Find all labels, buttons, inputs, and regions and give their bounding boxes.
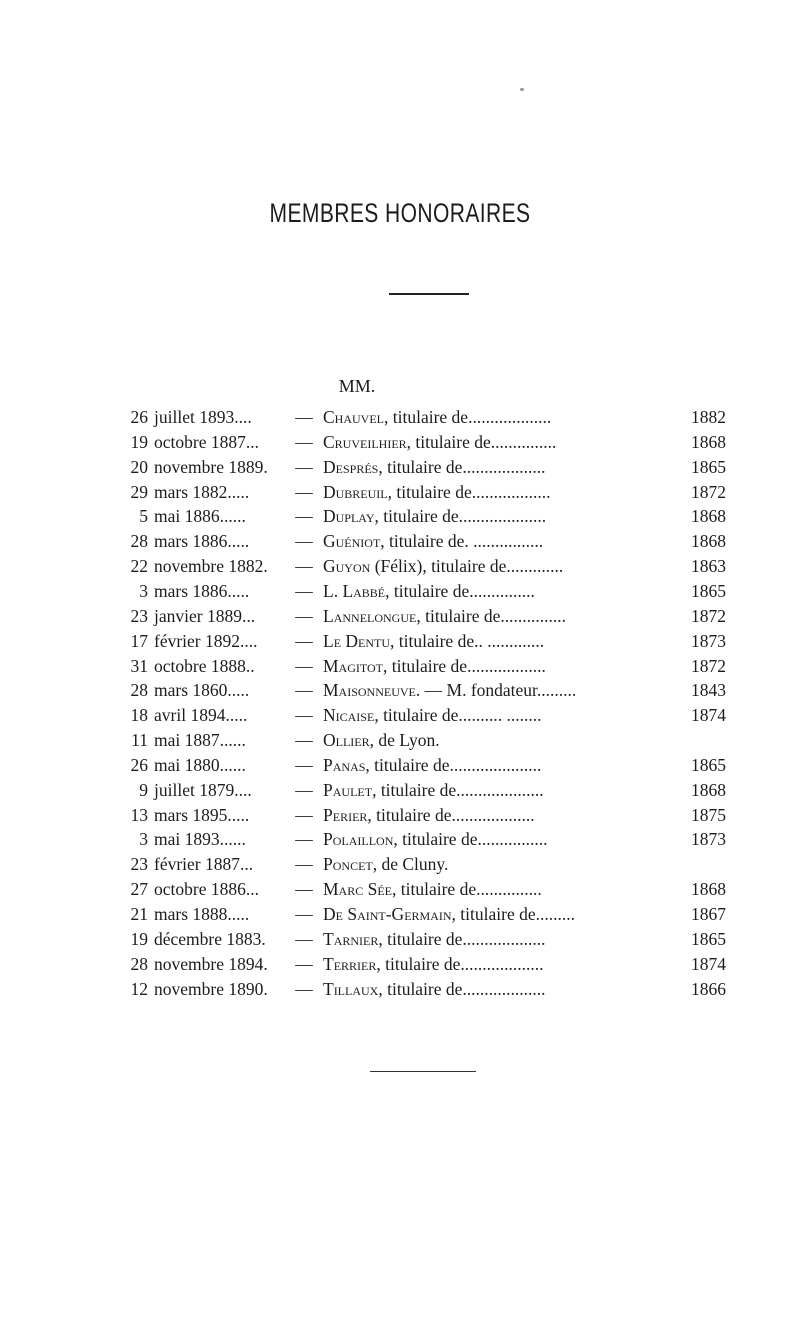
member-title: , titulaire de.. .............	[390, 630, 545, 651]
member-day: 28	[130, 680, 148, 701]
member-title: , titulaire de...................	[378, 456, 546, 477]
member-entry	[323, 703, 542, 728]
member-row	[0, 430, 800, 455]
member-title: , titulaire de..................	[387, 481, 551, 502]
member-date: mai 1893......	[154, 829, 246, 850]
member-day: 20	[130, 456, 148, 477]
end-rule	[370, 1071, 476, 1072]
member-year: 1865	[691, 754, 726, 775]
member-year: 1843	[691, 680, 726, 701]
member-dash: —	[295, 556, 313, 577]
member-date: janvier 1889...	[154, 605, 256, 626]
member-entry	[323, 455, 546, 480]
member-entry	[323, 952, 544, 977]
member-entry	[323, 430, 556, 455]
member-row	[0, 504, 800, 529]
member-row	[0, 728, 800, 753]
member-name: Guéniot	[323, 531, 381, 552]
member-row	[0, 778, 800, 803]
member-title: (Félix), titulaire de.............	[370, 556, 564, 577]
member-year: 1866	[691, 978, 726, 999]
member-day: 27	[130, 879, 148, 900]
member-entry	[323, 529, 543, 554]
member-row	[0, 480, 800, 505]
member-title: , de Lyon.	[369, 730, 440, 751]
member-name: Després	[323, 456, 379, 477]
member-name: Lannelongue	[323, 605, 417, 626]
member-name: Cruveilhier	[323, 431, 407, 452]
member-date: mai 1887......	[154, 730, 246, 751]
member-day: 3	[139, 829, 148, 850]
member-row	[0, 977, 800, 1002]
member-entry	[323, 579, 535, 604]
member-row	[0, 877, 800, 902]
member-dash: —	[295, 580, 313, 601]
member-year: 1868	[691, 506, 726, 527]
member-day: 28	[130, 953, 148, 974]
member-date: octobre 1888..	[154, 655, 255, 676]
member-day: 26	[130, 754, 148, 775]
member-date: novembre 1882.	[154, 556, 268, 577]
member-day: 23	[130, 854, 148, 875]
member-date: février 1892....	[154, 630, 258, 651]
member-name: Terrier	[323, 953, 377, 974]
member-title: . — M. fondateur.........	[415, 680, 577, 701]
member-day: 3	[139, 580, 148, 601]
member-date: mars 1882.....	[154, 481, 250, 502]
member-entry	[323, 629, 544, 654]
member-title: , titulaire de. ................	[380, 531, 544, 552]
member-day: 31	[130, 655, 148, 676]
member-entry	[323, 927, 546, 952]
member-year: 1874	[691, 705, 726, 726]
member-day: 11	[131, 730, 148, 751]
member-date: mai 1886......	[154, 506, 246, 527]
member-dash: —	[295, 407, 313, 427]
member-name: Guyon	[323, 556, 371, 577]
member-row	[0, 952, 800, 977]
member-entry	[323, 480, 550, 505]
member-title: , titulaire de....................	[374, 506, 547, 527]
member-day: 21	[130, 904, 148, 924]
member-title: , titulaire de.......... ........	[374, 705, 542, 726]
member-day: 19	[130, 431, 148, 452]
member-title: , titulaire de...............	[416, 605, 567, 626]
member-entry	[323, 504, 546, 529]
member-date: mars 1886.....	[154, 531, 250, 552]
member-title: , titulaire de................	[393, 829, 548, 850]
member-name: Tillaux	[323, 978, 379, 999]
member-year: 1865	[691, 928, 726, 949]
member-title: , de Cluny.	[372, 854, 449, 875]
paper-speck	[520, 88, 524, 91]
member-name: De Saint-Germain	[323, 904, 452, 924]
member-row	[0, 629, 800, 654]
member-dash: —	[295, 605, 313, 626]
member-dash: —	[295, 978, 313, 999]
member-name: Maisonneuve	[323, 680, 416, 701]
member-title: , titulaire de...............	[392, 879, 542, 900]
member-year: 1868	[691, 431, 726, 452]
member-name: Perier	[323, 804, 368, 825]
member-year: 1872	[691, 481, 726, 502]
member-date: juillet 1879....	[154, 779, 252, 800]
member-dash: —	[295, 854, 313, 875]
member-entry	[323, 852, 448, 877]
member-title: , titulaire de.........	[451, 904, 575, 924]
member-row	[0, 678, 800, 703]
member-row	[0, 927, 800, 952]
member-day: 17	[130, 630, 148, 651]
member-day: 23	[130, 605, 148, 626]
member-dash: —	[295, 754, 313, 775]
member-date: mars 1860.....	[154, 680, 250, 701]
member-dash: —	[295, 431, 313, 452]
member-name: Chauvel	[323, 407, 384, 427]
member-day: 5	[139, 506, 148, 527]
member-year: 1863	[691, 556, 726, 577]
member-dash: —	[295, 730, 313, 751]
member-name: Polaillon	[323, 829, 394, 850]
member-year: 1873	[691, 630, 726, 651]
member-name: Dubreuil	[323, 481, 388, 502]
member-title: , titulaire de...................	[376, 953, 544, 974]
member-row	[0, 554, 800, 579]
member-entry	[323, 604, 566, 629]
member-row	[0, 703, 800, 728]
member-year: 1872	[691, 655, 726, 676]
member-dash: —	[295, 804, 313, 825]
member-row	[0, 654, 800, 679]
member-year: 1873	[691, 829, 726, 850]
member-entry	[323, 753, 541, 778]
member-entry	[323, 728, 440, 753]
member-date: octobre 1887...	[154, 431, 259, 452]
member-entry	[323, 678, 576, 703]
member-day: 13	[130, 804, 148, 825]
member-dash: —	[295, 953, 313, 974]
member-date: mars 1895.....	[154, 804, 250, 825]
member-entry	[323, 877, 542, 902]
member-title: , titulaire de...................	[378, 978, 546, 999]
member-dash: —	[295, 456, 313, 477]
member-day: 28	[130, 531, 148, 552]
member-row	[0, 455, 800, 480]
member-year: 1875	[691, 804, 726, 825]
member-date: novembre 1889.	[154, 456, 268, 477]
member-dash: —	[295, 705, 313, 726]
member-name: Marc Sée	[323, 879, 393, 900]
member-dash: —	[295, 630, 313, 651]
member-day: 18	[130, 705, 148, 726]
member-year: 1865	[691, 456, 726, 477]
member-entry	[323, 827, 547, 852]
member-year: 1868	[691, 531, 726, 552]
member-year: 1872	[691, 605, 726, 626]
member-date: mars 1888.....	[154, 904, 250, 924]
member-date: juillet 1893....	[154, 407, 252, 427]
member-day: 12	[130, 978, 148, 999]
member-date: mai 1880......	[154, 754, 246, 775]
member-day: 26	[130, 407, 148, 427]
member-year: 1868	[691, 779, 726, 800]
member-name: Poncet	[323, 854, 373, 875]
member-year: 1874	[691, 953, 726, 974]
member-entry	[323, 778, 544, 803]
member-dash: —	[295, 829, 313, 850]
member-row	[0, 604, 800, 629]
member-day: 9	[139, 779, 148, 800]
member-year: 1868	[691, 879, 726, 900]
member-name: Panas	[323, 754, 366, 775]
member-year: 1867	[691, 904, 726, 924]
member-dash: —	[295, 506, 313, 527]
member-row	[0, 803, 800, 828]
member-dash: —	[295, 655, 313, 676]
member-name: Ollier	[323, 730, 370, 751]
member-title: , titulaire de...............	[406, 431, 557, 452]
title-rule	[389, 293, 469, 295]
member-title: , titulaire de....................	[372, 779, 544, 800]
member-dash: —	[295, 481, 313, 502]
member-name: Nicaise	[323, 705, 375, 726]
member-row	[0, 529, 800, 554]
member-date: mars 1886.....	[154, 580, 250, 601]
member-name: Tarnier	[323, 928, 379, 949]
member-name: Paulet	[323, 779, 373, 800]
member-date: avril 1894.....	[154, 705, 248, 726]
member-row	[0, 902, 800, 927]
member-row	[0, 405, 800, 430]
member-date: décembre 1883.	[154, 928, 266, 949]
member-year: 1882	[691, 407, 726, 427]
member-name: Magitot	[323, 655, 383, 676]
member-row	[0, 579, 800, 604]
member-year: 1865	[691, 580, 726, 601]
member-entry	[323, 554, 563, 579]
member-title: , titulaire de...................	[378, 928, 546, 949]
page-title: MEMBRES HONORAIRES	[269, 198, 531, 228]
member-title: , titulaire de...................	[367, 804, 535, 825]
member-name: Le Dentu	[323, 630, 391, 651]
member-name: L. Labbé	[323, 580, 386, 601]
member-date: novembre 1894.	[154, 953, 268, 974]
member-title: , titulaire de...............	[385, 580, 535, 601]
member-entry	[323, 654, 546, 679]
member-title: , titulaire de..................	[383, 655, 546, 676]
member-title: , titulaire de...................	[384, 407, 552, 427]
member-date: novembre 1890.	[154, 978, 268, 999]
member-day: 22	[130, 556, 148, 577]
member-row	[0, 852, 800, 877]
member-name: Duplay	[323, 506, 375, 527]
member-entry	[323, 977, 546, 1002]
member-dash: —	[295, 879, 313, 900]
member-entry	[323, 902, 575, 927]
member-day: 19	[130, 928, 148, 949]
member-date: octobre 1886...	[154, 879, 259, 900]
member-dash: —	[295, 531, 313, 552]
member-row	[0, 827, 800, 852]
member-entry	[323, 803, 535, 828]
member-dash: —	[295, 779, 313, 800]
member-day: 29	[130, 481, 148, 502]
member-date: février 1887...	[154, 854, 254, 875]
member-dash: —	[295, 904, 313, 924]
member-title: , titulaire de.....................	[365, 754, 542, 775]
member-dash: —	[295, 680, 313, 701]
member-dash: —	[295, 928, 313, 949]
member-row	[0, 753, 800, 778]
salutation: MM.	[338, 376, 376, 396]
member-entry	[323, 405, 551, 430]
